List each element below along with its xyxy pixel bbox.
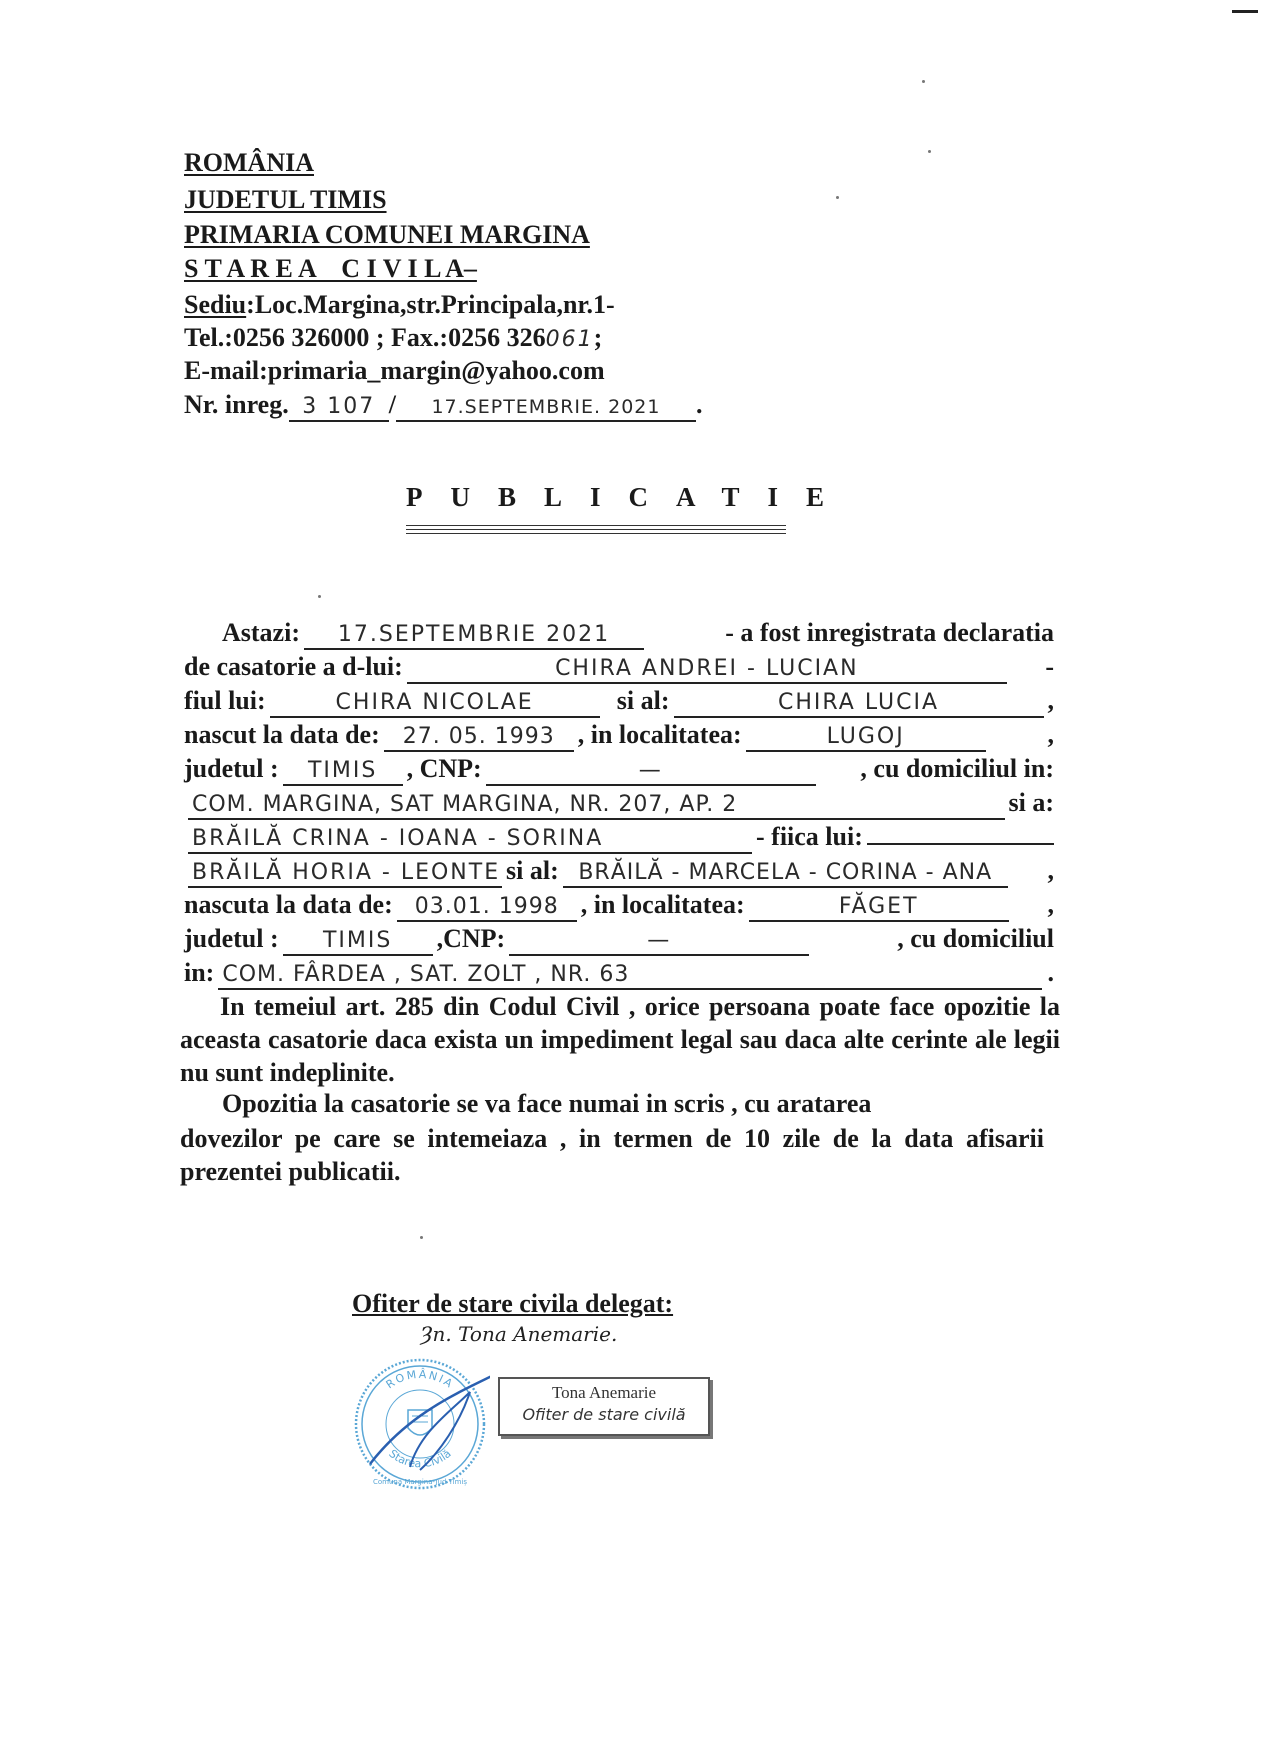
department-name: S T A R E A C I V I L A– [184,254,477,283]
groom-birth-place: LUGOJ [746,724,986,752]
document-title: PUBLICATIE [406,482,853,512]
phone-fax: Tel.:0256 326000 ; Fax.:0256 326 [184,323,546,352]
si-al-label: si al: [616,686,670,715]
county-label-2: judetul : [184,924,279,953]
si-al-label-2: si al: [506,856,559,885]
seal-ring-text: Comuna Margina-Jud Timiș [372,1478,468,1486]
cnp-label-2: ,CNP: [436,924,506,953]
groom-name: CHIRA ANDREI - LUCIAN [407,656,1007,684]
form-line-4 [184,720,1054,752]
registration-label: Nr. inreg. [184,390,289,419]
bride-address: COM. FÂRDEA , SAT. ZOLT , NR. 63 [218,962,1042,990]
locality-label: , in localitatea: [577,720,742,749]
fax-handwritten: 061 [545,327,594,352]
astazi-label: Astazi: [222,618,300,647]
in-label: in: [184,958,215,987]
form-line-6 [184,788,1054,820]
bride-birth-place: FĂGET [749,894,1009,922]
period-end: . [1047,958,1054,987]
cnp-label: , CNP: [406,754,482,783]
bride-cnp: — [509,928,809,956]
form-line-5 [184,754,1054,786]
comma-1: , [1047,686,1054,715]
bride-father: BRĂILĂ HORIA - LEONTE [188,860,502,888]
domicile-label-2: , cu domiciliul [897,924,1054,953]
scan-speck [928,150,931,153]
bride-name: BRĂILĂ CRINA - IOANA - SORINA [188,826,752,854]
official-seal-icon [350,1352,490,1492]
si-a-label: si a: [1008,788,1054,817]
seal-bottom-text: Starea Civilă [386,1446,454,1471]
scan-speck [836,196,839,199]
address-line [184,290,615,320]
form-line-2 [184,652,1054,684]
corner-mark [1232,10,1258,13]
scan-speck [420,1236,423,1239]
born-f-label: nascuta la data de: [184,890,393,919]
registration-end: . [695,390,703,419]
stamp-name: Tona Anemarie [551,1383,657,1402]
registration-number: 3 107 [289,394,389,422]
registration-line [184,390,702,422]
title-rule-2 [406,529,786,530]
email-line: E-mail:primaria_margin@yahoo.com [184,356,605,385]
legal-paragraph-2-first: Opozitia la casatorie se va face numai in scris , cu aratarea [222,1089,872,1118]
groom-birth-date: 27. 05. 1993 [384,724,574,752]
address-label: Sediu [184,290,247,319]
title-rule-3 [406,533,786,534]
comma-2: , [1047,720,1054,749]
groom-label: de casatorie a d-lui: [184,652,403,681]
declaration-date: 17.SEPTEMBRIE 2021 [304,622,644,650]
townhall-name: PRIMARIA COMUNEI MARGINA [184,220,590,249]
scan-speck [922,80,925,83]
born-label: nascut la data de: [184,720,380,749]
groom-mother: CHIRA LUCIA [674,690,1044,718]
registration-sep: / [388,390,396,419]
form-line-10 [184,924,1054,956]
fax-end: ; [593,323,603,352]
form-line-9 [184,890,1054,922]
title-rule-1 [406,525,786,526]
form-line-8 [184,856,1054,888]
country-name: ROMÂNIA [184,148,314,177]
groom-cnp: — [486,758,816,786]
groom-county: TIMIS [283,758,403,786]
astazi-rest: - a fost inregistrata declaratia [725,618,1054,647]
groom-father: CHIRA NICOLAE [270,690,600,718]
registration-date: 17.SEPTEMBRIE. 2021 [396,394,696,422]
bride-mother: BRĂILĂ - MARCELA - CORINA - ANA [563,860,1008,888]
locality-label-2: , in localitatea: [580,890,745,919]
form-line-11 [184,958,1054,990]
domicile-label: , cu domiciliul in: [860,754,1054,783]
stamp-role: Ofiter de stare civilă [522,1405,686,1424]
officer-signature: Ȝn. Tona Anemarie. [420,1322,618,1346]
seal-top-text: ROMÂNIA [383,1367,457,1392]
county-name: JUDETUL TIMIS [184,185,387,214]
phone-fax-line [184,323,602,353]
comma-3: , [1047,856,1054,885]
svg-text:Starea Civilă [386,1447,453,1470]
groom-line-end: - [1045,652,1054,681]
officer-stamp [498,1377,710,1436]
officer-title: Ofiter de stare civila delegat: [352,1289,674,1318]
scan-speck [318,595,321,598]
form-line-7 [184,822,1054,854]
bride-county: TIMIS [283,928,433,956]
fiul-label: fiul lui: [184,686,266,715]
legal-paragraph-1: In temeiul art. 285 din Codul Civil , orice persoana poate face opozitie la aceasta casatorie daca exista un impediment legal sau daca alte cerinte ale legii nu sunt indeplinite. [180,992,1060,1087]
fiica-label: - fiica lui: [756,822,863,851]
groom-address: COM. MARGINA, SAT MARGINA, NR. 207, AP. 2 [188,792,1005,820]
form-line-3 [184,686,1054,718]
form-line-1 [222,618,1054,650]
comma-4: , [1047,890,1054,919]
bride-birth-date: 03.01. 1998 [397,894,577,922]
legal-paragraph-2-rest: dovezilor pe care se intemeiaza , in termen de 10 zile de la data afisarii prezentei publicatii. [180,1124,1044,1186]
address-text: :Loc.Margina,str.Principala,nr.1- [246,290,615,319]
county-label: judetul : [184,754,279,783]
